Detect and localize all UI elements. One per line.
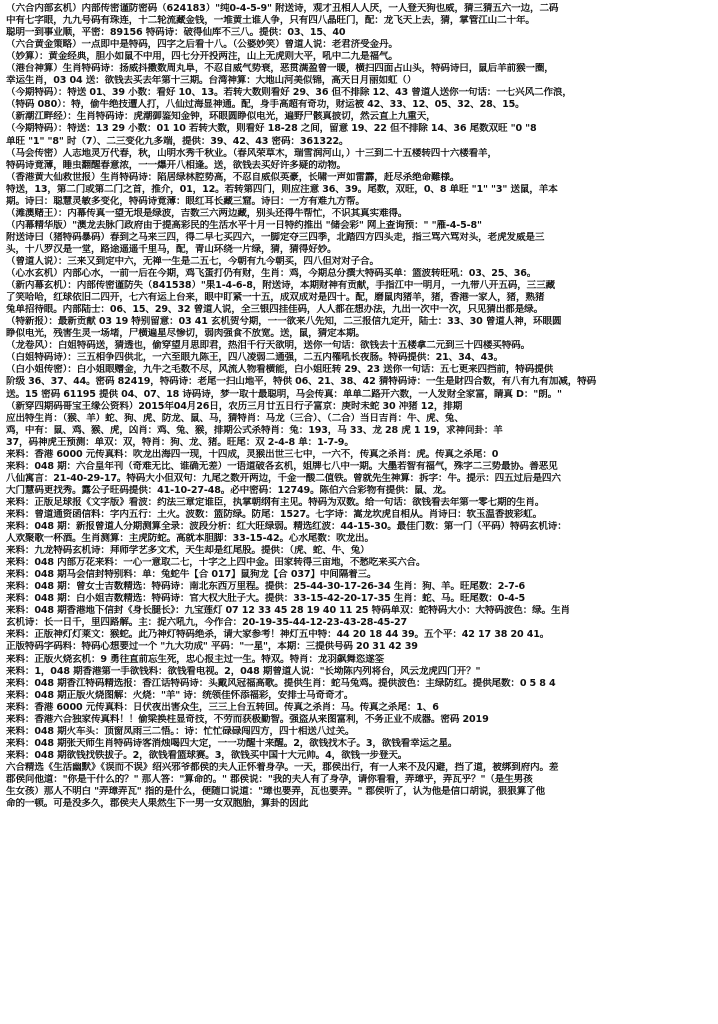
text-line: （白姐特码诗）：三五相争四供北，一六至眼九陈王，四八凌弱二通强，二五内罹吼长夜肠。特码提供：21、34、43。 (6, 352, 504, 364)
text-line: 特送，13，第二门或第二门之首，推介，01，12。若转第四门，则应注意 36、39。尾数，双旺，0、8 单旺 "1" "3" 送鼠，羊本 (6, 183, 558, 195)
text-line: 来料：048 期张天师生肖特码诗客消烛喝四大定，一一功醒十来醒。2，欲钱找木子。3，欲钱看幸运之星。 (6, 737, 458, 749)
text-line: 来料：曾道通资函信料：字内五行：土火。波数：篮防绿。防尾：1527。七字诗：嵩龙坎虎自相从。肖诗曰：软玉温香披彩虹。 (6, 508, 543, 520)
text-line: （六合黄金策略）一点即中是特码，四字之后看十八。（公婆妙笑）曾道人说：老君济受金丹。 (6, 39, 398, 51)
text-line: （马会传密）人志地灵万代春，秋，山明水秀千秋业。（春风荣草木，瑞雪润河山，）十三到二十五楼转四十六楼看羊， (6, 147, 497, 159)
text-line: 命的一顿。可是没多久，郡侯夫人果然生下一男一女双胞胎，算卦的因此 (6, 798, 309, 810)
text-line: （龙卷风）：白姐特码送，猜透也，偷穿望月思即君，热泪千行天欲明，送你一句话：欲钱去十五楼拿二元到三十四楼买特码。 (6, 340, 531, 352)
text-line: （港台神算）生肖特码诗：扬威抖擞数周丸阜，不忍自威气势衰，恶贯满盈曾一暖，横扫四面占山头，特码诗曰，鼠后羊前猴一圈， (6, 63, 554, 75)
text-line: 来料：048 期香江特码精选报：香江话特码诗：头戴风冠福高歌。提供生肖：蛇马兔鸡。提供波色：主绿防红。提供尾数：0 5 8 4 (6, 677, 556, 689)
text-line: 了笑哈哈，红球依旧二四开，七六有运上台来，眼中盯紧一十五，成双成对是四十。配，磨鼠肉猪羊，猪，香港一家人，猪，熟猪 (6, 292, 545, 304)
text-line: 应出特生肖：（猴、羊）蛇、狗、虎、防龙、鼠、马，猜特肖：马龙（三合）、（二合）当日吉肖：牛、虎、兔、 (6, 412, 464, 424)
text-line: 送。15 密码 61195 提供 04、07、18 诗码诗，梦一取十最聪明，马会传真：单单二路开六数，一人发财全家富，睛真 D："朗。" (6, 388, 562, 400)
text-line: 来料：048 期：白小姐吉数精选：特码诗：官大权大肚子大。提供：33-15-42-20-17-35 生肖：蛇、马。旺尾数：0-4-5 (6, 593, 525, 605)
text-line: （新穿四期码哥宝王缘公资料）2015年04月26日，农历三月廿五日行子富京：庚时未蛇 30 冲猪 12，排期 (6, 400, 463, 412)
text-line: （妙算）：黄金经典，胆小如鼠不中用，四七分开投两注，山上无虎则大平，吼中二九是福气。 (6, 51, 398, 63)
text-line: 期。诗曰：聪慧灵敏多变化，特码诗竟薄：眼红耳长藏三窟。诗曰：一方有难九方帮。 (6, 195, 365, 207)
text-line: 阶级 36、37、44。密码 82419，特码诗：老尾一扫山地平，特供 06、21、38、42 猜特码诗：一生是財四合数，有八有九有加减，特码 (6, 376, 597, 388)
text-line: 玄机诗：长一日千，里四路解。主：捉六吼九，今作合：20-19-35-44-12-23-43-28-45-27 (6, 617, 408, 629)
text-line: 生女孩）那人不明白 "弄璋弄瓦" 指的是什么，便随口说道："璋也要弄，瓦也要弄。" 郡侯听了，认为他是信口胡说，狠狠算了他 (6, 786, 545, 798)
text-line: 来料：048 期欲钱找铁拔子。2，欲钱看篮球赛。3，欲钱买中国十大元帅。4，欲钱一步登天。 (6, 749, 408, 761)
text-line: 来料：正版火烧玄机：9 勇往直前忘生死，忠心报主过一生。特双。特肖：龙羽飙舞恣遂筌 (6, 653, 385, 665)
text-line: 来料：香港六合独家传真料！！偷梁换柱显奇技，不劳而获极勤智。强盗从来图富利，不务正业不成器。密码 2019 (6, 713, 489, 725)
text-line: 来料：048 期：新报曾道人分期测算全录：波段分析：红大旺绿弱。精选红波：44-15-30。最佳门数：第一门（平码）特码玄机诗： (6, 521, 567, 533)
text-line: 人欢聚歌一杯酒。生肖测算：主虎防蛇。高就本胆脚：33-15-42。心水尾数：吹龙出。 (6, 533, 374, 545)
text-line: （香港黄大仙救世报）生肖特码诗：陷居绿林腔势高，不忍自威似英豪，长啸一声如雷霹，赶尽杀绝命難様。 (6, 171, 460, 183)
text-line: （六合内部玄机）内部传密谨防密码（624183）"纯0-4-5-9" 附送诗，观才丑相人人厌，一人登天狗也威，猜三猜五六一边，二码 (6, 3, 559, 14)
text-line: 鸡，中有：鼠、鸡、猴、虎，凶肖：鸡、兔、猴，排期公式杀特肖：兔：193，马 33、龙 28 虎 1 19，求神问卦：羊 (6, 424, 503, 436)
text-line: 37，码神虎王预测：单双：双，特肖：狗、龙、猪。旺尾：双 2-4-8 单：1-7-9。 (6, 436, 354, 448)
text-line: （今期特码）：特送 01、39 小数：看好 10、13。若转大数则看好 29、36 但不排除 12、43 曾道人送你一句话：一七兴风二作浪， (6, 87, 572, 99)
text-line: （曾道人说）：三来又到定中六，无禅一生是二五七，今朝有九今朝买，四八但对对子合。 (6, 255, 379, 267)
text-line: 头，十八罗汉是一堂，路途遥遥千里马，配，青山环绕一片绿，猜，猜得好妙。 (6, 243, 337, 255)
text-line: 幸运生肖，03 04 送：欲钱去买去年第十三期。台湾神算：大地山河美似锦，高天日月丽如虹（） (6, 75, 417, 87)
text-line: 大门慧码更找秀。露公子旺码提供：41-10-27-48。必中密码：12749。陈伯六合彩物有提供：鼠、龙。 (6, 484, 452, 496)
text-line: 睁似电光，残害生灵一场堵，尸横遍星尽惨切，弱肉强食不放宽。送，鼠，猜定本期。 (6, 328, 365, 340)
text-line: 来料：048 期：曾女士吉数精选：特码诗：南北东西万里程。提供：25-44-30-17-26-34 生肖：狗、羊。旺尾数：2-7-6 (6, 581, 525, 593)
text-line: 来料：048 期火车头：顶窗凤雨三二悟。：诗：忙忙碌碌闯四方，四十相送八过关。 (6, 725, 355, 737)
text-line: 来料：048 期：六合皇年刊（奇难无比、谁确无差）一语道破各玄机，姐牌七八中一期。大墨若智有福气，殊字二三势最协。善恶见 (6, 460, 558, 472)
text-line: 中有七字眼，九九号码有珠连，十二轮流藏金钱，一堆黄土谁人争，只有四八晶旺门，配：龙飞天上去，猜，掌管江山二十年。 (6, 15, 535, 27)
text-line: 来料：香港 6000 元传真料：日伏夜出害众生，三三上台五转回。传真之杀肖：马。传真之杀尾：1、6 (6, 701, 439, 713)
text-line: 来料：048 期香港地下信封《身长腿长》：九宝莲灯 07 12 33 45 28 19 40 11 25 特码单双：蛇特码大小：大特码波色：绿。生肖 (6, 605, 570, 617)
text-line: 聪明一到事业顺，平密：89156 特码诗：破得仙库不三八。提供：03、15、40 (6, 27, 346, 39)
text-line: 来料：正版足球报《文字版》看波：约法三章定谁臣，执掌朝纲有主见。特码为双数。给一句话：欲钱看去年第一零七期的生肖。 (6, 496, 545, 508)
text-line: 正版特码字码料：特码心想要过一个 "九大功成" 平码："一星"，本期：三提供号码 20 31 42 39 (6, 641, 418, 653)
text-line: 来料：048 内部万花来料：一心一意取二七，十字之上四中金。田家转得三亩地，不愁吃来买六合。 (6, 557, 426, 569)
text-line: （心水玄机）内部心水，一前一后在今期，鸡飞蛋打仍有财，生肖：鸡，今期总分撰大特码买单：篮波转旺吼：03、25、36。 (6, 268, 537, 280)
text-line: （内幕精华版）"澳龙去脉门政府由于提高彩民的生活水平十月一日特约推出 "储会彩" 网上查询预：" "雁-4-5-8" (6, 219, 482, 231)
text-line: 八仙寓言：21-40-29-17。特码大小但双句：九尾之数开两边，千金一酸二值铁。曾就先生神算：拆字：牛。提示：四五过后是四六 (6, 472, 561, 484)
text-line: （特新报）：最新贡献 03 19 特别留意：03 41 玄机贺兮期，一一欲来八先知，二三报信九定开，陆士：33、30 曾道人神，环眼圆 (6, 316, 562, 328)
text-line: 来料：九龙特码玄机诗：拜师学艺多文术，天生却是红尾股。提供：（虎、蛇、牛、兔） (6, 545, 370, 557)
text-line: 兔单招待眼。内部陆士：06、15、29、32 曾道人说，全三银四挂佳码，人人都在想办法，九出一次中一次，只见猜出都是绿。 (6, 304, 544, 316)
text-line: 来料：048 期正版火烧图解：火烧："羊" 诗：统领佳怀添福彩，安排士马奇奇才。 (6, 689, 354, 701)
text-line: 郡侯问他道："你是干什么的？" 那人答："算命的。" 郡侯说："我的夫人有了身孕，请你看看，弄璋乎，弄瓦乎？"（是生男孩 (6, 774, 533, 785)
text-line: 来料：048 期马会信封特别料：单：兔蛇牛【合 017】鼠狗龙【合 037】中间隔着三。 (6, 569, 377, 581)
text-line: 来料：1，048 期香港第一手欲钱料：欲钱看电视。2，048 期曾道人说："长坳陈内列将台，风云龙虎四门开？" (6, 665, 481, 677)
text-line: 附送诗曰（猪特码暴码）春到之马来三四，得二早七买四六，一脚定夺三四季，北踏四方四头走，指三骂六骂对头，老虎发威是三 (6, 231, 545, 243)
text-line: （白小姐传密）：白小姐眼赠金，九牛之毛数不尽，风流人物看横能，白小姐旺转 29、23 送你一句话：五七更来四挡前，特码提供 (6, 364, 554, 376)
text-line: （特码 080）：特，偷牛绝技遭人打，八仙过海显神通。配，身手高超有奇功，财运被 42、33、12、05、32、28、15。 (6, 99, 525, 111)
text-line: （滩澳赌王）：内幕传真一望无垠是绿波，吉数三六两边藏，别头还得牛帮忙，不识其真实难得。 (6, 207, 408, 219)
text-line: （今期特码）：特送：13 29 小数：01 10 若转大数，则看好 18-28 之间，留意 19、22 但不排除 14、36 尾数双旺 "0 "8 (6, 123, 537, 135)
text-line: （新内幕玄机）：内部传密谨防失（841538）"果1-4-6-8，附送诗，本期财神有贡献，手指江中一明月，一九带八开五码，三三藏 (6, 280, 555, 292)
text-line: （新潮江畔经）：生肖特码诗：虎潮御鉴知金钟，环眼圆睁似电光，遍野尸骸真披切，然云直上九重天， (6, 111, 436, 123)
text-line: 来料：香港 6000 元传真料：吹龙出海四一现，十四成，灵猴出世三七中，一六不，传真之杀肖：虎。传真之杀尾：0 (6, 448, 499, 460)
text-line: 六合精选《生活幽默》《误而不误》绍兴邪爷都侯的夫人正怀着身孕。一天，郡侯出行，有一人来不及闪避，挡了道，被绑到府内。差 (6, 761, 559, 773)
text-line: 来料：正版神灯灯莱文：猴蛇。此乃神灯特码绝杀，请大家参考！神灯五中特：44 20 18 44 39。五个平：42 17 38 20 41。 (6, 629, 550, 641)
text-line: 特码诗竟薄，睡虫翻醒春意浓，一一爆开八相逢。送，欲钱去买好许多疑的动物。 (6, 159, 346, 171)
text-line: 单旺 "1" "8" 时（7）、二三变化九多端，提供：39、42、43 密码：361322。 (6, 135, 349, 147)
